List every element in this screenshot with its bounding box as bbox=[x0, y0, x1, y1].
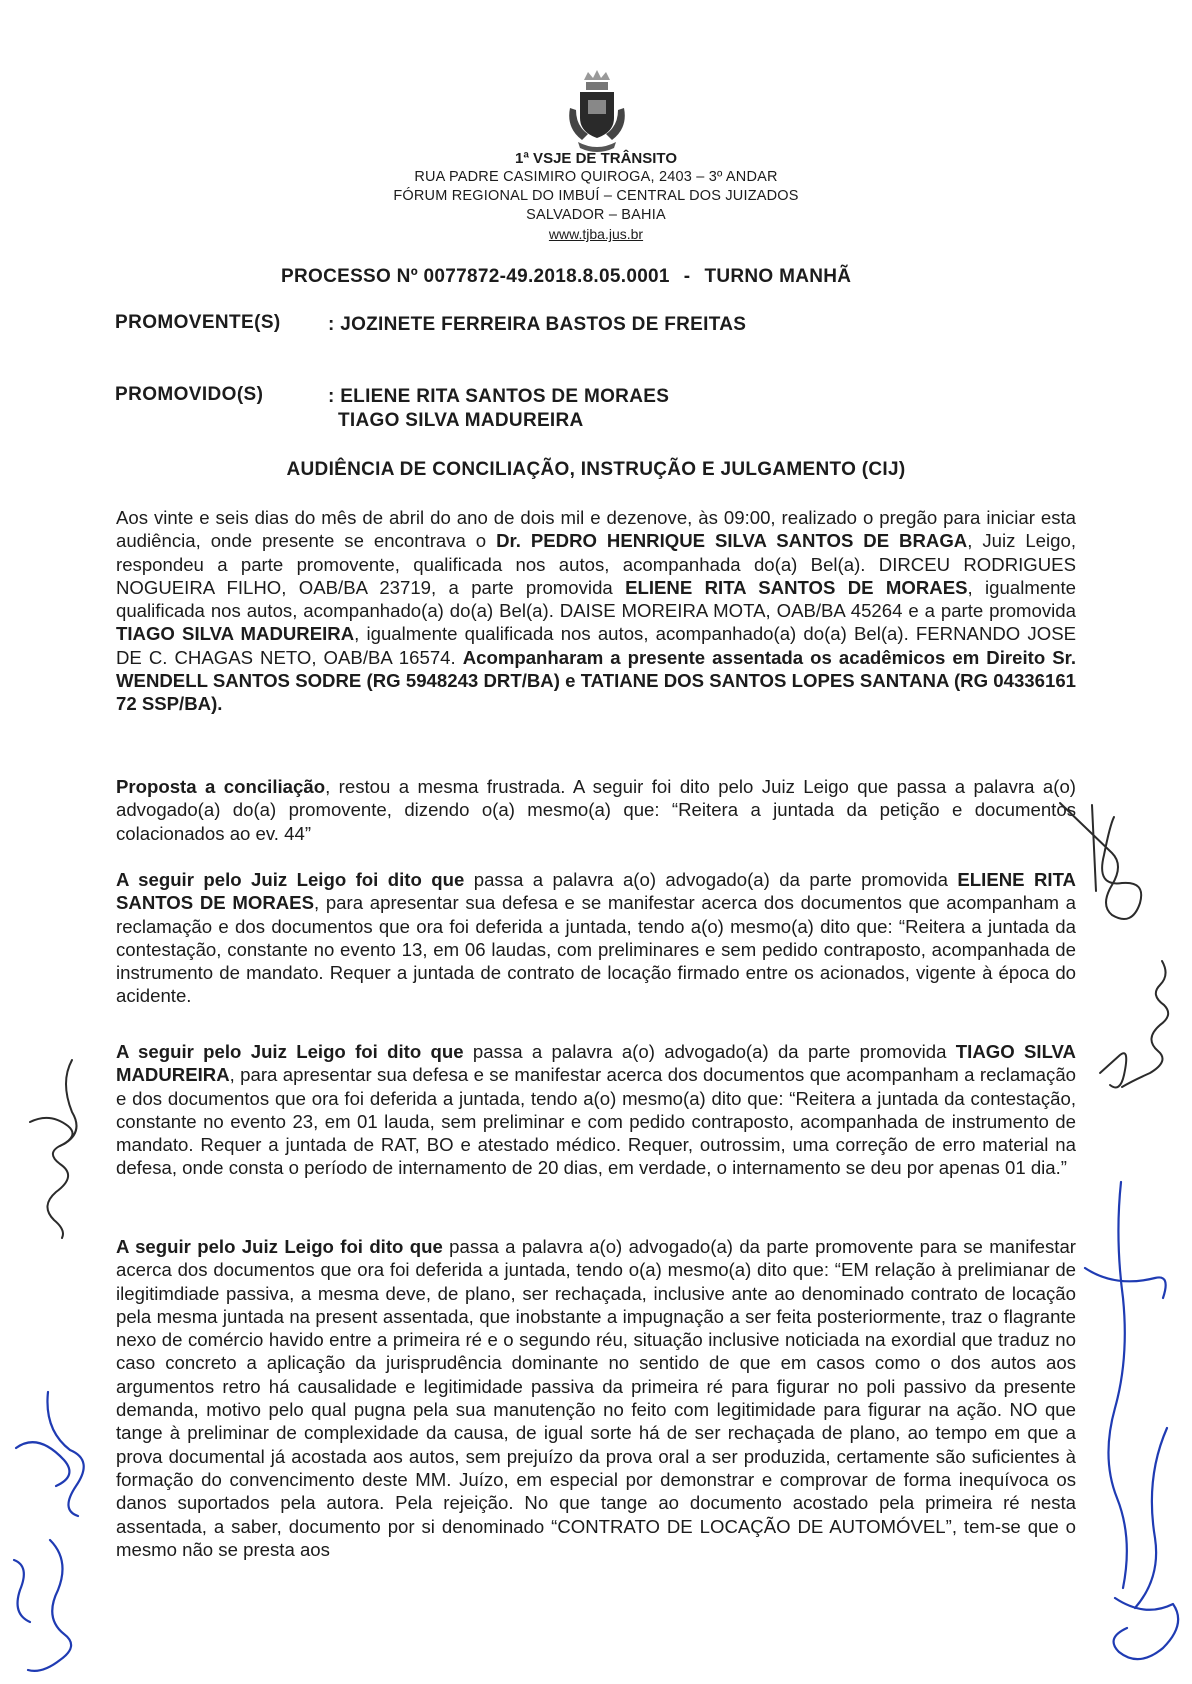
p1-bold-defendant-2: TIAGO SILVA MADUREIRA bbox=[116, 623, 355, 645]
p2-text: , restou a mesma frustrada. A seguir foi dito pelo Juiz Leigo que passa a palavra a(o) advogado(a) do(a) promovente, dizendo o(a) mesmo(a) que: “Reitera a juntada da petição e documentos colacionados ao ev. 44” bbox=[116, 776, 1076, 844]
signature-right-middle-icon bbox=[1080, 955, 1176, 1105]
signature-left-bottom-icon bbox=[8, 1390, 128, 1684]
p3-bold-lead: A seguir pelo Juiz Leigo foi dito que bbox=[116, 869, 465, 890]
defendant-name-2: TIAGO SILVA MADUREIRA bbox=[338, 410, 584, 431]
defendant-label: PROMOVIDO(S) bbox=[115, 384, 264, 405]
hearing-title: AUDIÊNCIA DE CONCILIAÇÃO, INSTRUÇÃO E JULGAMENTO (CIJ) bbox=[286, 459, 906, 480]
signature-right-bottom-icon bbox=[1075, 1178, 1192, 1684]
paragraph-defense-2 bbox=[116, 1040, 1076, 1180]
paragraph-defense-1 bbox=[116, 868, 1076, 1008]
p4-text-2: , para apresentar sua defesa e se manifestar acerca dos documentos que acompanham a reclamação e dos documentos que ora foi deferida a juntada, tendo a(o) mesmo(a) dito que: “Reitera a juntada da contestação, constante no evento 23, em 01 lauda, sem preliminar e com pedido contraposto, acompanhada de instrumento de mandato. Requer a juntada de RAT, BO e atestado médico. Requer, outrossim, uma correção de erro material na defesa, onde consta o período de internamento de 20 dias, em verdade, o internamento se deu por apenas 01 dia.” bbox=[116, 1064, 1076, 1179]
p2-bold-lead: Proposta a conciliação bbox=[116, 776, 326, 797]
p1-text-2: , Juiz Leigo, respondeu a parte promovente, qualificada nos autos, acompanhada do(a) Bel(a). DIRCEU RODRIGUES NOGUEIRA FILHO, OAB/BA 23719, a parte promovida bbox=[116, 530, 1076, 598]
p4-bold-lead: A seguir pelo Juiz Leigo foi dito que bbox=[116, 1041, 464, 1062]
process-shift: TURNO MANHÃ bbox=[704, 266, 852, 287]
court-forum: FÓRUM REGIONAL DO IMBUÍ – CENTRAL DOS JUIZADOS bbox=[393, 188, 799, 204]
process-separator: - bbox=[683, 266, 691, 287]
plaintiff-name: : JOZINETE FERREIRA BASTOS DE FREITAS bbox=[328, 314, 747, 335]
court-city: SALVADOR – BAHIA bbox=[526, 207, 666, 223]
signature-right-top-icon bbox=[1052, 795, 1152, 945]
p4-text-1: passa a palavra a(o) advogado(a) da parte promovida bbox=[463, 1041, 956, 1062]
court-website-link[interactable]: www.tjba.jus.br bbox=[548, 226, 644, 242]
p1-text-1: Aos vinte e seis dias do mês de abril do ano de dois mil e dezenove, às 09:00, realizado o pregão para iniciar esta audiência, onde presente se encontrava o bbox=[116, 507, 1076, 552]
court-address: RUA PADRE CASIMIRO QUIROGA, 2403 – 3º ANDAR bbox=[414, 169, 778, 185]
p3-text-1: passa a palavra a(o) advogado(a) da parte promovida bbox=[464, 869, 958, 890]
court-name: 1ª VSJE DE TRÂNSITO bbox=[515, 150, 677, 167]
process-number-line bbox=[281, 266, 851, 288]
p5-bold-lead: A seguir pelo Juiz Leigo foi dito que bbox=[116, 1236, 443, 1257]
p1-bold-students: Acompanharam a presente assentada os acadêmicos em Direito Sr. WENDELL SANTOS SODRE (RG 5948243 DRT/BA) e TATIANE DOS SANTOS LOPES SANTANA (RG 04336161 72 SSP/BA). bbox=[116, 646, 1076, 715]
p5-text: passa a palavra a(o) advogado(a) da parte promovente para se manifestar acerca dos documentos que ora foi deferida a juntada, tendo o(a) mesmo(a) dito que: “EM relação à prelimianar de ilegitimdiade passiva, a mesma deve, de plano, ser rechaçada, inclusive ante ao denominado contrato de locação pela mesma juntada na present assentada, que inobstante a impugnação a ser feita posteriormente, traz o flagrante nexo de comércio havido entre a primeira ré e o segundo réu, situação inclusive noticiada na exordial que traduz no caso concreto a aplicação da jurisprudência dominante no sentido de que em casos como o dos autos aos argumentos retro há causalidade e legitimidade passiva da primeira ré para figurar no poli passivo da presente demanda, motivo pelo qual pugna pela sua manutenção no feito com legitimidade para figurar na ação. NO que tange à preliminar de complexidade da causa, de igual sorte há de ser rechaçada de plano, ao tempo em que a prova documental já acostada aos autos, sem prejuízo da prova oral a ser produzida, certamente são suficientes à formação do convencimento deste MM. Juízo, em especial por demonstrar e comprovar de forma inequívoca os danos suportados pela autora. Pela rejeição. No que tange ao documento acostado pela primeira ré nesta assentada, a saber, documento por si denominado “CONTRATO DE LOCAÇÃO DE AUTOMÓVEL”, tem-se que o mesmo não se presta aos bbox=[116, 1236, 1076, 1560]
p1-bold-judge: Dr. PEDRO HENRIQUE SILVA SANTOS DE BRAGA bbox=[496, 530, 968, 552]
signature-left-middle-icon bbox=[20, 1052, 100, 1242]
plaintiff-label: PROMOVENTE(S) bbox=[115, 312, 281, 333]
p3-bold-defendant: ELIENE RITA SANTOS DE MORAES bbox=[116, 869, 1076, 914]
coat-of-arms-icon bbox=[562, 68, 632, 154]
paragraph-reply bbox=[116, 1235, 1076, 1561]
p3-text-2: , para apresentar sua defesa e se manifestar acerca dos documentos que acompanham a reclamação e dos documentos que ora foi deferida a juntada, tendo a(o) mesmo(a) dito que: “Reitera a juntada da contestação, constante no evento 13, em 06 laudas, com preliminares e sem pedido contraposto, acompanhada de instrumento de mandato. Requer a juntada de contrato de locação firmado entre os acionados, vigente à época do acidente. bbox=[116, 892, 1077, 1007]
defendant-name-1: : ELIENE RITA SANTOS DE MORAES bbox=[328, 386, 670, 407]
p1-text-4: , igualmente qualificada nos autos, acompanhado(a) do(a) Bel(a). FERNANDO JOSE DE C. CHAGAS NETO, OAB/BA 16574. bbox=[116, 623, 1076, 668]
paragraph-opening bbox=[116, 506, 1076, 716]
p1-text-3: , igualmente qualificada nos autos, acompanhado(a) do(a) Bel(a). DAISE MOREIRA MOTA, OAB/BA 45264 e a parte promovida bbox=[116, 576, 1077, 622]
process-number: PROCESSO Nº 0077872-49.2018.8.05.0001 bbox=[281, 266, 670, 287]
p1-bold-defendant-1: ELIENE RITA SANTOS DE MORAES bbox=[625, 576, 968, 598]
paragraph-conciliation bbox=[116, 775, 1076, 845]
p4-bold-defendant: TIAGO SILVA MADUREIRA bbox=[116, 1041, 1076, 1086]
